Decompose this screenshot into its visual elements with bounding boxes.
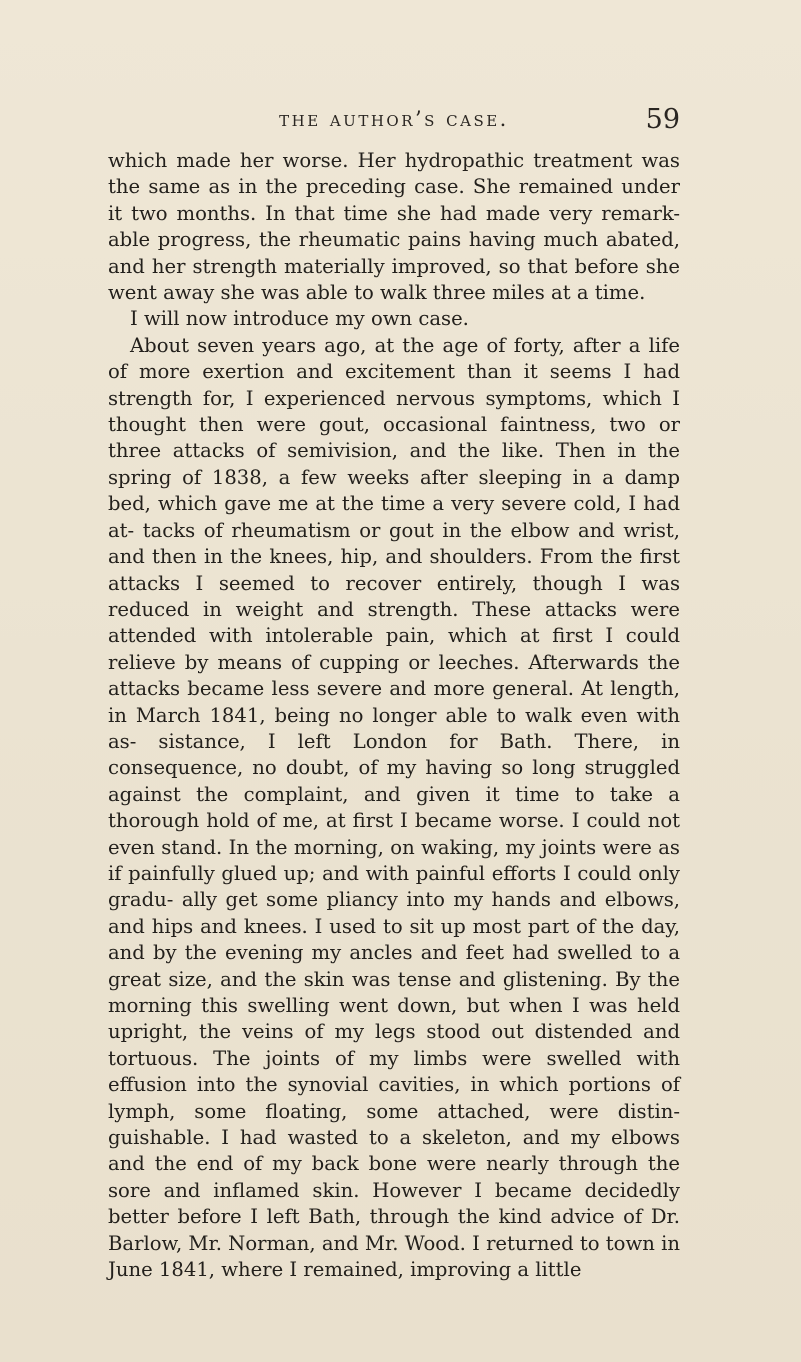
running-title: the author’s case. <box>279 107 509 131</box>
body-text <box>108 148 680 1283</box>
paragraph-continued: which made her worse. Her hydropathic treatment was the same as in the preceding case. She remained under it two months. In that time she had made very remark- able progress, the rheumatic pains having much abated, and her strength materially improved, so that before she went away she was able to walk three miles at a time. <box>108 149 680 305</box>
running-head <box>108 104 680 137</box>
paragraph-introduction: I will now introduce my own case. <box>130 307 469 331</box>
paragraph-author-case: About seven years ago, at the age of forty, after a life of more exertion and excitement than it seems I had strength for, I experienced nervous symptoms, which I thought then were gout, occasional faintness, two or three attacks of semivision, and the like. Then in the spring of 1838, a few weeks after sleeping in a damp bed, which gave me at the time a very severe cold, I had at- tacks of rheumatism or gout in the elbow and wrist, and then in the knees, hip, and shoulders. From the first attacks I seemed to recover entirely, though I was reduced in weight and strength. These attacks were attended with intolerable pain, which at first I could relieve by means of cupping or leeches. Afterwards the attacks became less severe and more general. At length, in March 1841, being no longer able to walk even with as- sistance, I left London for Bath. There, in consequence, no doubt, of my having so long struggled against the complaint, and given it time to take a thorough hold of me, at first I became worse. I could not even stand. In the morning, on waking, my joints were as if painfully glued up; and with painful efforts I could only gradu- ally get some pliancy into my hands and elbows, and hips and knees. I used to sit up most part of the day, and by the evening my ancles and feet had swelled to a great size, and the skin was tense and glistening. By the morning this swelling went down, but when I was held upright, the veins of my legs stood out distended and tortuous. The joints of my limbs were swelled with effusion into the synovial cavities, in which portions of lymph, some floating, some attached, were distin- guishable. I had wasted to a skeleton, and my elbows and the end of my back bone were nearly through the sore and inflamed skin. However I became decidedly better before I left Bath, through the kind advice of Dr. Barlow, Mr. Norman, and Mr. Wood. I returned to town in June 1841, where I remained, improving a little <box>108 333 680 1282</box>
page-number: 59 <box>645 104 680 135</box>
